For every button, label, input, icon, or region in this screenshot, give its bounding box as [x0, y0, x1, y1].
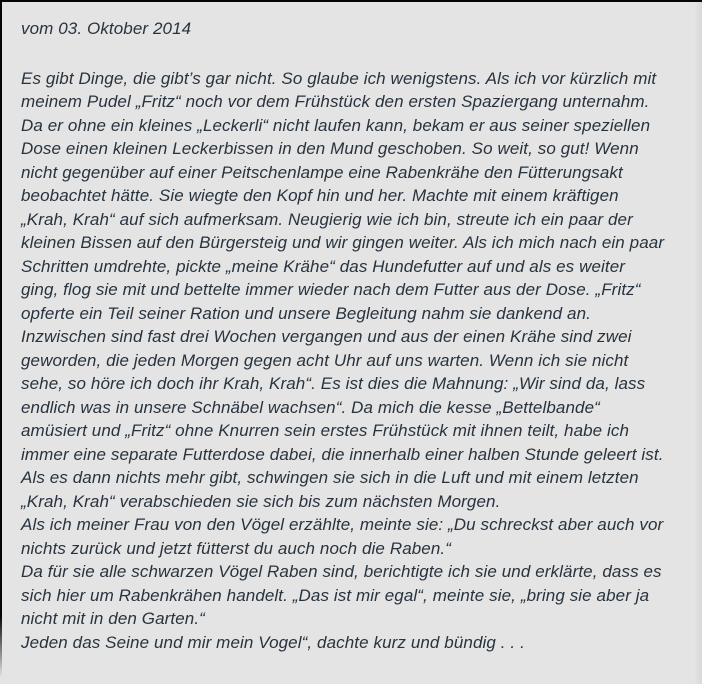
text-line: „Krah, Krah“ verabschieden sie sich bis zum nächsten Morgen.: [21, 491, 501, 511]
text-line: ging, flog sie mit und bettelte immer wieder nach dem Futter aus der Dose. „Fritz“: [21, 280, 641, 299]
text-line: Da er ohne ein kleines „Leckerli“ nicht laufen kann, bekam er aus seiner speziellen: [21, 115, 651, 135]
text-line: nicht gegenüber auf einer Peitschenlampe eine Rabenkrähe den Fütterungsakt: [21, 162, 623, 182]
text-line: Als ich meiner Frau von den Vögel erzählte, meinte sie: „Du schreckst aber auch vor: [21, 515, 664, 534]
text-line: nichts zurück und jetzt fütterst du auch noch die Raben.“: [21, 538, 451, 558]
text-line: Dose einen kleinen Leckerbissen in den Mund geschoben. So weit, so gut! Wenn: [21, 139, 639, 158]
body-text: [21, 67, 684, 655]
text-line: beobachtet hätte. Sie wiegte den Kopf hin und her. Machte mit einem kräftigen: [21, 186, 619, 205]
document-content: [0, 2, 702, 654]
text-line: geworden, die jeden Morgen gegen acht Uhr auf uns warten. Wenn ich sie nicht: [21, 350, 629, 370]
text-line: opferte ein Teil seiner Ration und unsere Begleitung nahm sie dankend an.: [21, 303, 591, 323]
text-line: sich hier um Rabenkrähen handelt. „Das ist mir egal“, meinte sie, „bring sie aber ja: [21, 585, 650, 605]
text-line: endlich was in unsere Schnäbel wachsen“. Da mich die kesse „Bettelbande“: [21, 397, 600, 417]
text-line: Jeden das Seine und mir mein Vogel“, dachte kurz und bündig . . .: [21, 632, 525, 652]
text-line: Als es dann nichts mehr gibt, schwingen sie sich in die Luft und mit einem letzten: [21, 468, 639, 487]
text-line: Da für sie alle schwarzen Vögel Raben sind, berichtigte ich sie und erklärte, dass es: [21, 562, 662, 581]
text-line: immer eine separate Futterdose dabei, die innerhalb einer halben Stunde geleert ist.: [21, 444, 664, 464]
text-line: kleinen Bissen auf den Bürgersteig und wir gingen weiter. Als ich mich nach ein paar: [21, 233, 665, 252]
text-line: Inzwischen sind fast drei Wochen vergangen und aus der einen Krähe sind zwei: [21, 327, 632, 346]
date-line: vom 03. Oktober 2014: [21, 19, 192, 38]
text-line: sehe, so höre ich doch ihr Krah, Krah“. Es ist dies die Mahnung: „Wir sind da, lass: [21, 374, 646, 393]
text-line: amüsiert und „Fritz“ ohne Knurren sein erstes Frühstück mit ihnen teilt, habe ich: [21, 421, 630, 440]
text-line: nicht mit in den Garten.“: [21, 609, 205, 628]
text-line: meinem Pudel „Fritz“ noch vor dem Frühstück den ersten Spaziergang unternahm.: [21, 92, 650, 111]
text-line: Schritten umdrehte, pickte „meine Krähe“ das Hundefutter auf und als es weiter: [21, 256, 626, 276]
text-line: „Krah, Krah“ auf sich aufmerksam. Neugierig wie ich bin, streute ich ein paar der: [21, 209, 633, 229]
text-line: Es gibt Dinge, die gibt’s gar nicht. So glaube ich wenigstens. Als ich vor kürzlich mit: [21, 68, 657, 88]
